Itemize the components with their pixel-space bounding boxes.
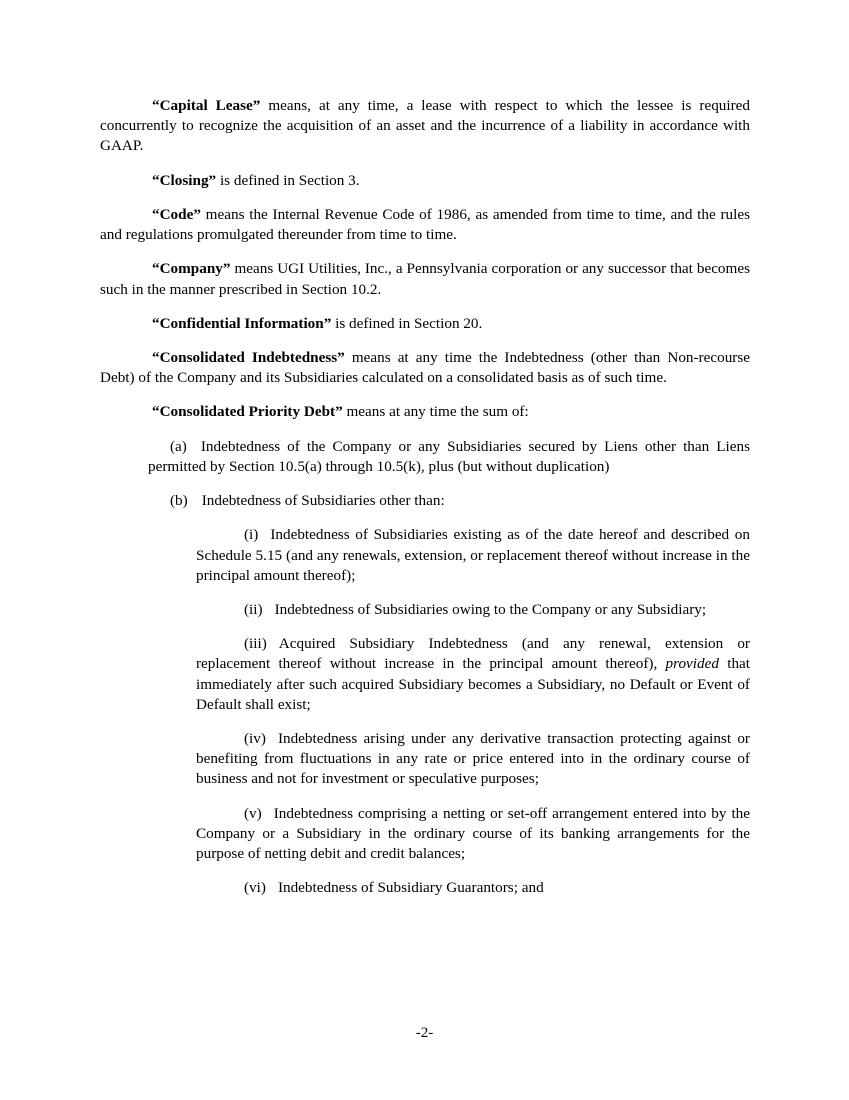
subclause-vi: [196, 878, 750, 898]
definition-consolidated-priority-debt: [100, 402, 750, 422]
definition-text: is defined in Section 20.: [331, 314, 483, 332]
definition-text: means at any time the Indebtedness (other than Non-recourse Debt) of the Company and its Subsidiaries calculated on a consolidated basis as of such time.: [100, 348, 750, 387]
defined-term: “Capital Lease”: [152, 97, 261, 114]
defined-term: “Company”: [152, 260, 231, 278]
subclause-iii: [196, 634, 750, 715]
defined-term: “Confidential Information”: [152, 314, 332, 332]
subclause-italic-word: provided: [665, 655, 719, 673]
clause-marker: (b): [170, 492, 188, 510]
document-body: [100, 96, 750, 899]
definition-closing: [100, 171, 750, 191]
clause-marker: (a): [170, 437, 187, 455]
definition-text: means, at any time, a lease with respect to which the lessee is required concurrently to recognize the acquisition of an asset and the incurrence of a liability in accordance with GAAP.: [100, 97, 750, 155]
definition-text: means UGI Utilities, Inc., a Pennsylvania corporation or any successor that becomes such in the manner prescribed in Section 10.2.: [100, 260, 750, 298]
clause-text: Indebtedness of Subsidiaries other than:: [201, 492, 445, 510]
subclause-marker: (v): [244, 804, 262, 822]
definition-text: means at any time the sum of:: [342, 403, 529, 421]
definition-capital-lease: [100, 96, 750, 157]
page-number: -2-: [415, 1025, 434, 1041]
subclause-marker: (i): [244, 526, 259, 544]
subclause-ii: [196, 600, 750, 620]
definition-company: [100, 259, 750, 299]
subclause-text: Indebtedness of Subsidiary Guarantors; and: [277, 879, 544, 897]
subclause-marker: (ii): [244, 600, 263, 618]
defined-term: “Closing”: [152, 171, 217, 189]
subclause-text-before-italic: Acquired Subsidiary Indebtedness (and any renewal, extension or replacement thereof without increase in the principal amount thereof),: [196, 635, 750, 673]
subclause-iv: [196, 729, 750, 790]
definition-confidential-information: [100, 314, 750, 334]
subclause-text-after-italic: that immediately after such acquired Subsidiary becomes a Subsidiary, no Default or Event of Default shall exist;: [196, 655, 750, 713]
definition-consolidated-indebtedness: [100, 348, 750, 388]
subclause-text: Indebtedness of Subsidiaries owing to the Company or any Subsidiary;: [274, 600, 707, 618]
defined-term: “Consolidated Indebtedness”: [152, 348, 345, 366]
subclause-marker: (vi): [244, 879, 266, 897]
subclause-v: [196, 804, 750, 865]
defined-term: “Code”: [152, 205, 201, 223]
definition-text: means the Internal Revenue Code of 1986, as amended from time to time, and the rules and regulations promulgated thereunder from time to time.: [100, 205, 750, 244]
subclause-text: Indebtedness comprising a netting or set-off arrangement entered into by the Company or a Subsidiary in the ordinary course of its banking arrangements for the purpose of netting debit and credit balances;: [196, 804, 750, 863]
clause-text: Indebtedness of the Company or any Subsidiaries secured by Liens other than Liens permitted by Section 10.5(a) through 10.5(k), plus (but without duplication): [148, 437, 750, 475]
subclause-marker: (iv): [244, 730, 266, 748]
clause-b: [148, 491, 750, 511]
clause-a: [148, 437, 750, 477]
subclause-text: Indebtedness of Subsidiaries existing as of the date hereof and described on Schedule 5.15 (and any renewals, extension, or replacement thereof without increase in the principal amount thereof);: [196, 526, 750, 584]
subclause-i: [196, 525, 750, 586]
subclause-text: Indebtedness arising under any derivative transaction protecting against or benefiting from fluctuations in any rate or price entered into in the ordinary course of business and not for investment or speculative purposes;: [196, 730, 750, 788]
definition-code: [100, 205, 750, 245]
defined-term: “Consolidated Priority Debt”: [152, 403, 343, 421]
definition-text: is defined in Section 3.: [216, 171, 360, 189]
subclause-marker: (iii): [244, 635, 267, 653]
